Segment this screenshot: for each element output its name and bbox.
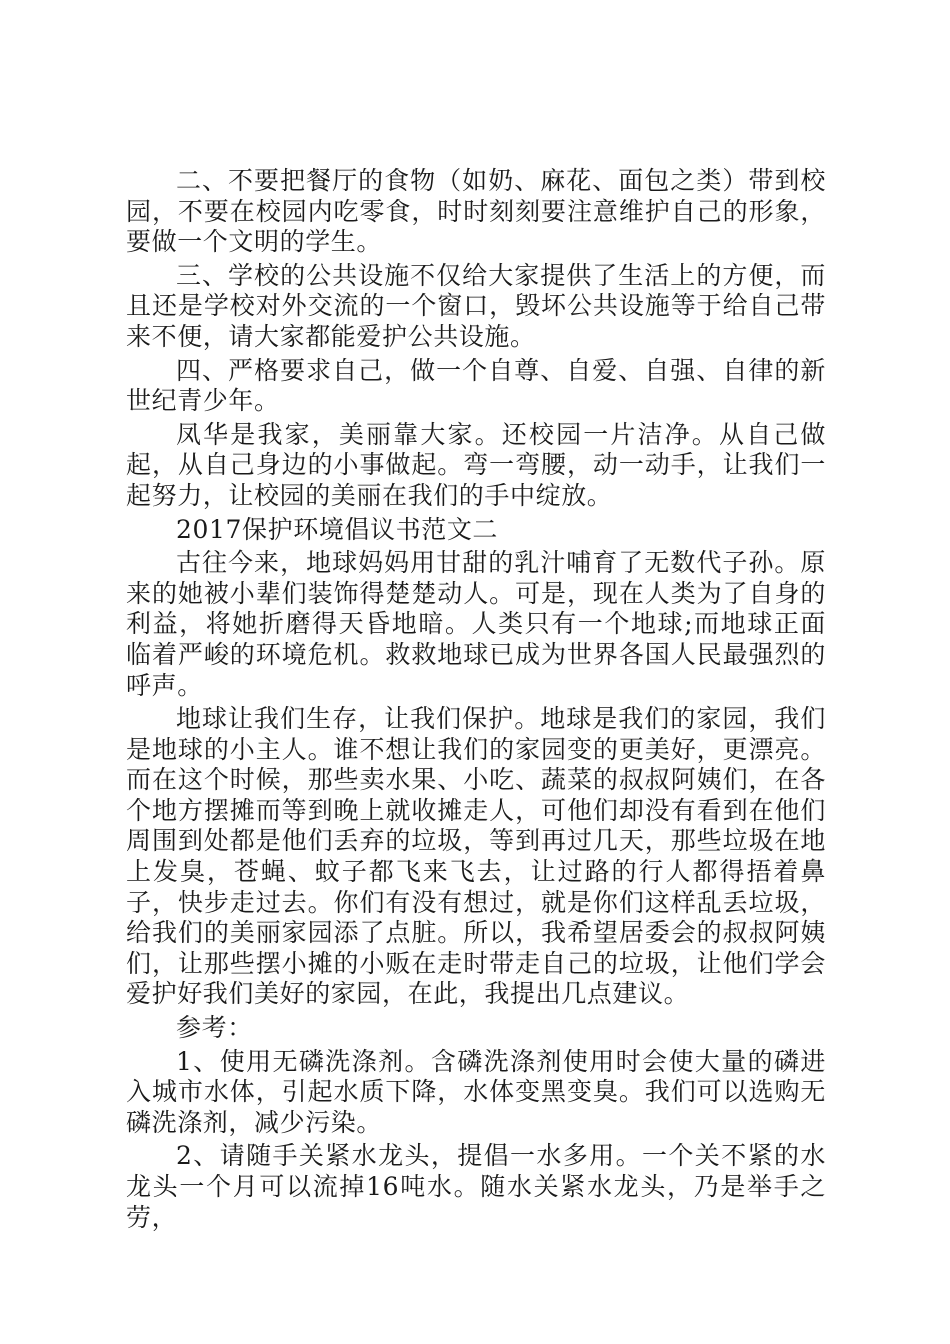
paragraph-reference-label: 参考： [176,1013,253,1043]
paragraph-closing: 凤华是我家，美丽靠大家。还校园一片洁净。从自己做起，从自己身边的小事做起。弯一弯腰，动一动手，让我们一起努力，让校园的美丽在我们的手中绽放。 [126,419,826,510]
document-body [126,166,826,1236]
paragraph-rule-2: 二、不要把餐厅的食物（如奶、麻花、面包之类）带到校园，不要在校园内吃零食，时时刻刻要注意维护自己的形象，要做一个文明的学生。 [126,166,826,257]
paragraph-rule-4: 四、严格要求自己，做一个自尊、自爱、自强、自律的新世纪青少年。 [126,355,826,416]
paragraph-rule-3: 三、学校的公共设施不仅给大家提供了生活上的方便，而且还是学校对外交流的一个窗口，毁坏公共设施等于给自己带来不便，请大家都能爱护公共设施。 [126,260,826,351]
paragraph-suggestion-1: 1、使用无磷洗涤剂。含磷洗涤剂使用时会使大量的磷进入城市水体，引起水质下降，水体变黑变臭。我们可以选购无磷洗涤剂，减少污染。 [126,1046,826,1137]
paragraph-body: 地球让我们生存，让我们保护。地球是我们的家园，我们是地球的小主人。谁不想让我们的家园变的更美好，更漂亮。而在这个时候，那些卖水果、小吃、蔬菜的叔叔阿姨们，在各个地方摆摊而等到晚上就收摊走人，可他们却没有看到在他们周围到处都是他们丢弃的垃圾，等到再过几天，那些垃圾在地上发臭，苍蝇、蚊子都飞来飞去，让过路的行人都得捂着鼻子，快步走过去。你们有没有想过，就是你们这样乱丢垃圾，给我们的美丽家园添了点脏。所以，我希望居委会的叔叔阿姨们，让那些摆小摊的小贩在走时带走自己的垃圾，让他们学会爱护好我们美好的家园，在此，我提出几点建议。 [126,704,826,1009]
section-heading: 2017保护环境倡议书范文二 [176,514,499,544]
paragraph-intro: 古往今来，地球妈妈用甘甜的乳汁哺育了无数代子孙。原来的她被小辈们装饰得楚楚动人。可是，现在人类为了自身的利益，将她折磨得天昏地暗。人类只有一个地球;而地球正面临着严峻的环境危机。救救地球已成为世界各国人民最强烈的呼声。 [126,548,826,700]
paragraph-suggestion-2: 2、请随手关紧水龙头，提倡一水多用。一个关不紧的水龙头一个月可以流掉16吨水。随水关紧水龙头，乃是举手之劳， [126,1141,826,1232]
